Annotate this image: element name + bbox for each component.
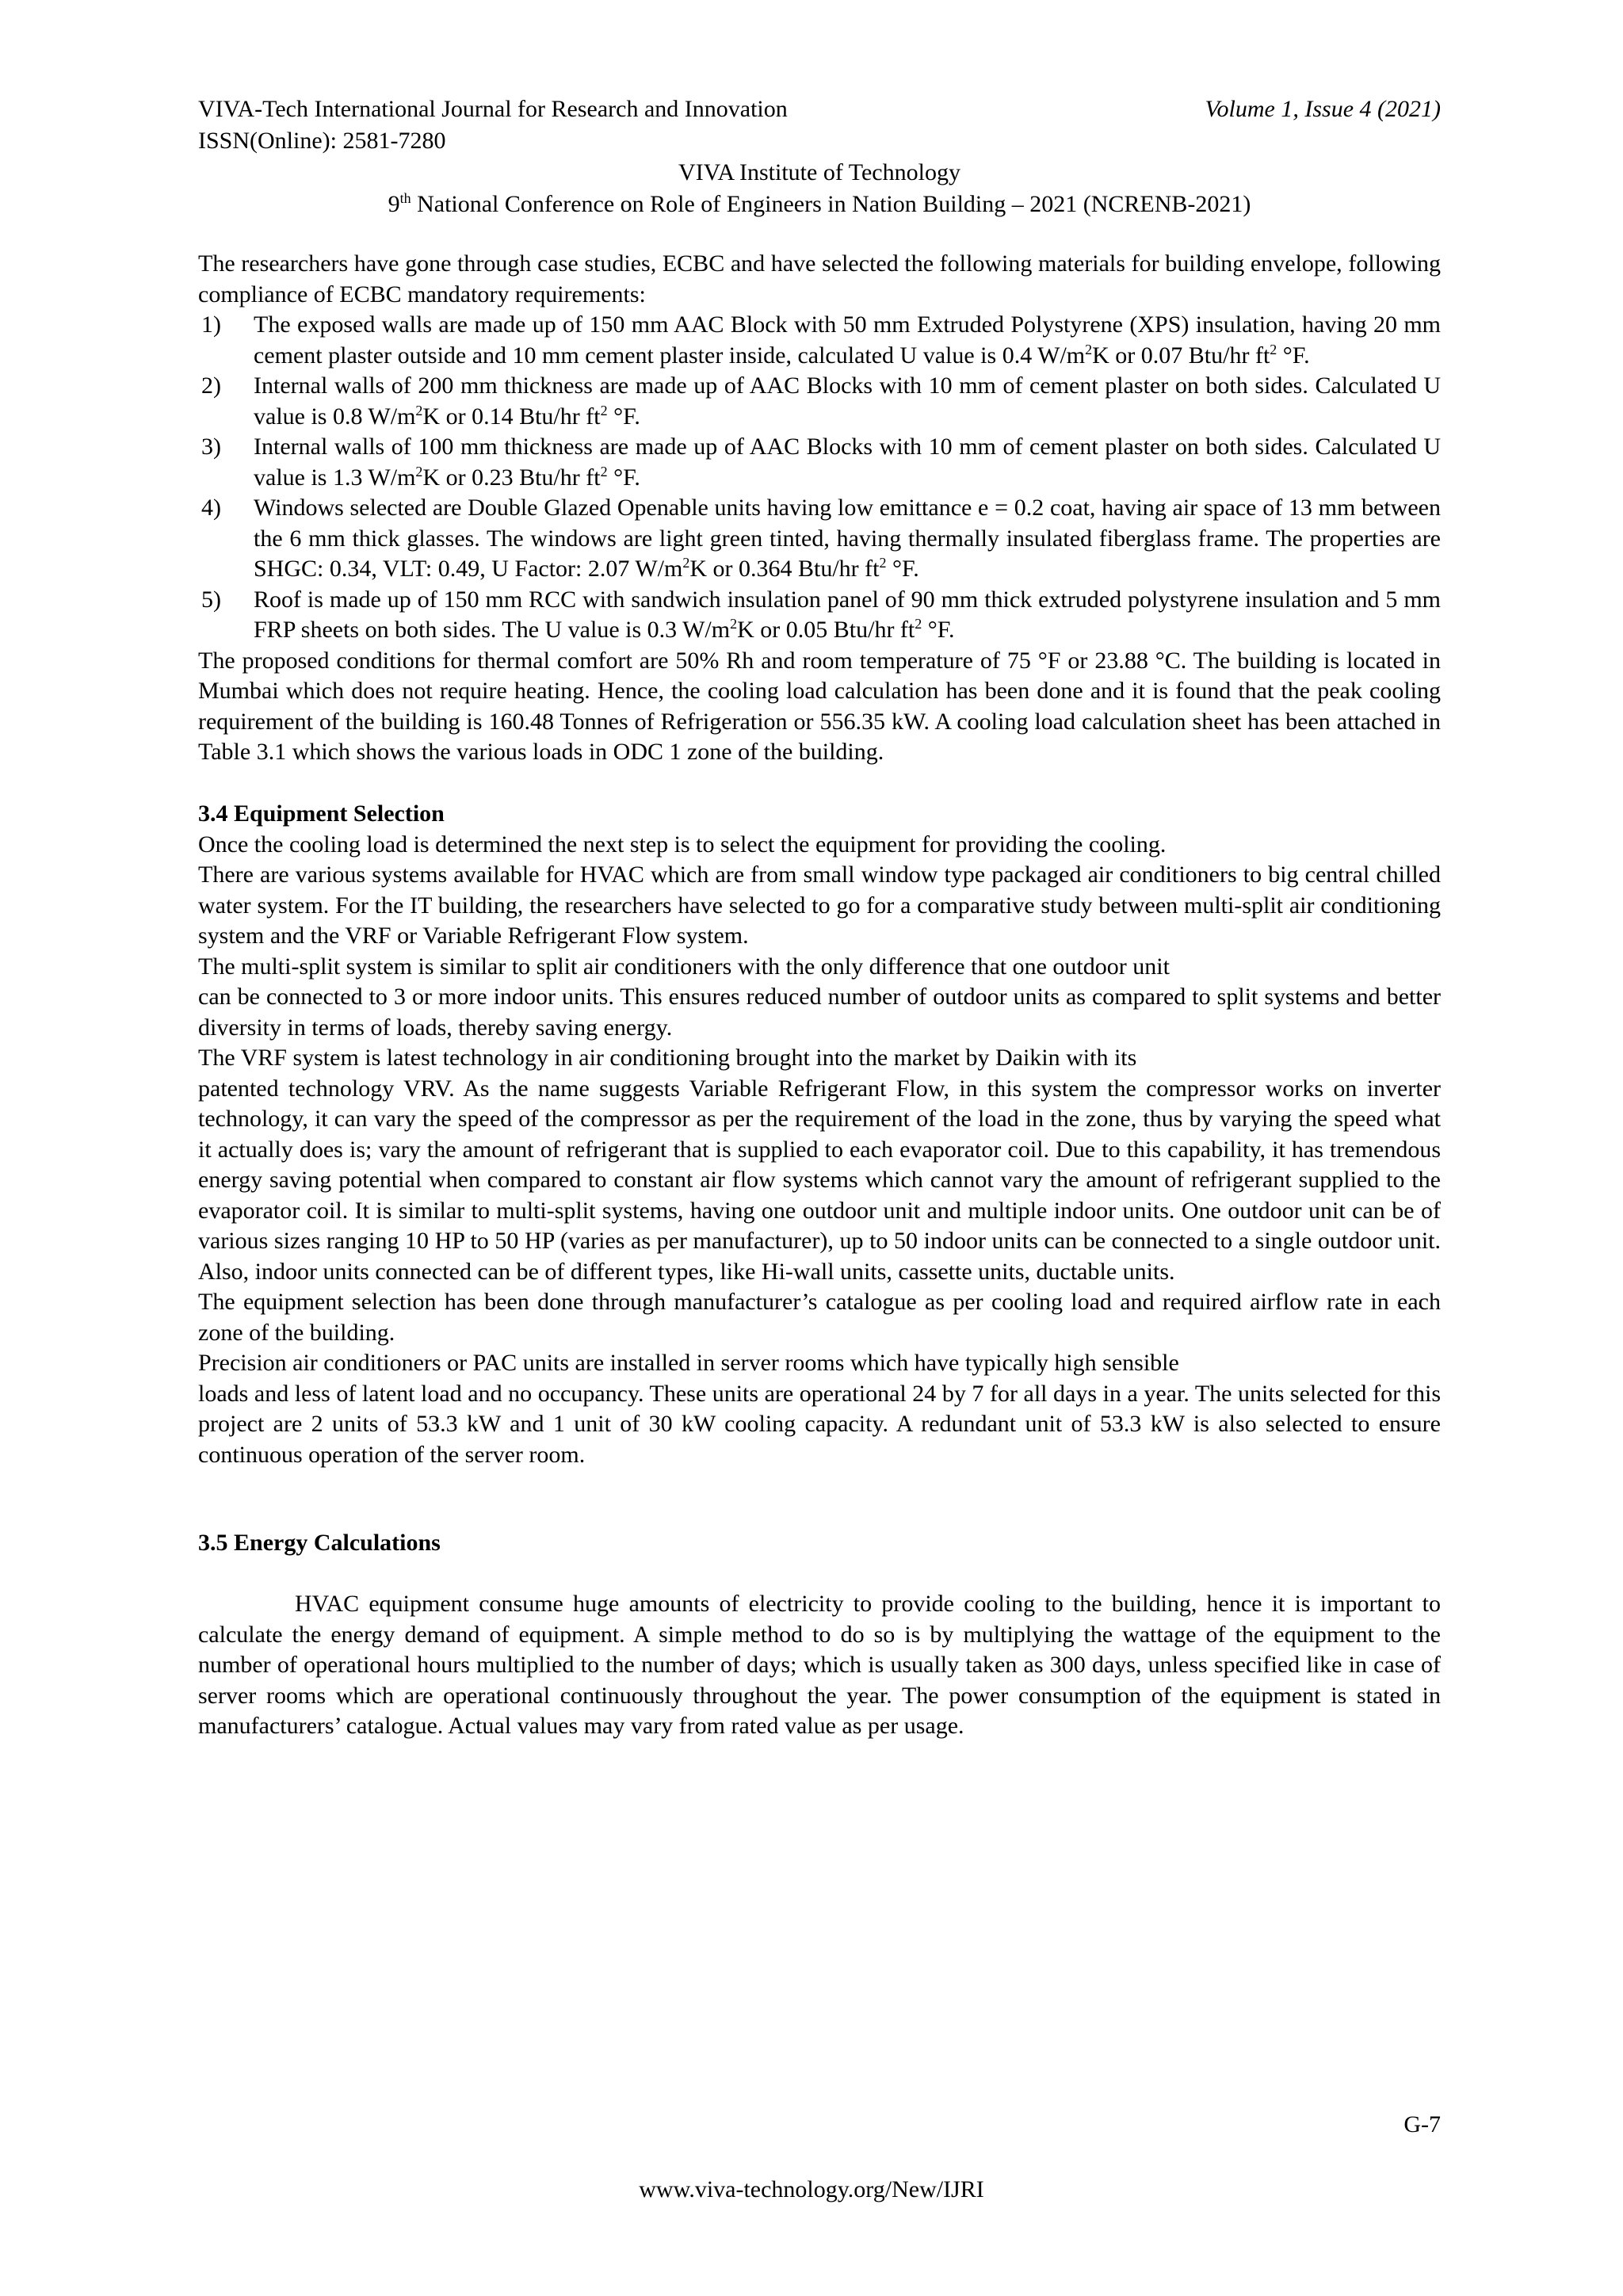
volume-issue: Volume 1, Issue 4 (2021)	[1205, 96, 1441, 122]
paragraph-line: Precision air conditioners or PAC units are installed in server rooms which have typically high sensible	[198, 1350, 1179, 1376]
page-number: G-7	[1403, 2111, 1441, 2137]
institute-name: VIVA Institute of Technology	[678, 159, 960, 185]
list-item: 4) Windows selected are Double Glazed Openable units having low emittance e = 0.2 coat, having air space of 13 mm between the 6 mm thick glasses. The windows are light green tinted, having thermally insulated fiberglass frame. The properties are SHGC: 0.34, VLT: 0.49, U Factor: 2.07 $W/m^2K$ or 0.364 Btu/hr $ft^2$ °F.	[201, 495, 1441, 582]
intro-paragraph: The researchers have gone through case studies, ECBC and have selected the following materials for building envelope, following compliance of ECBC mandatory requirements:	[198, 250, 1441, 308]
comfort-paragraph: The proposed conditions for thermal comfort are 50% Rh and room temperature of 75 °F or 23.88 °C. The building is located in Mumbai which does not require heating. Hence, the cooling load calculation has been done and it is found that the peak cooling requirement of the building is 160.48 Tonnes of Refrigeration or 556.35 kW. A cooling load calculation sheet has been attached in Table 3.1 which shows the various loads in ODC 1 zone of the building.	[198, 647, 1441, 765]
section-heading-3-4: 3.4 Equipment Selection	[198, 800, 445, 827]
list-item: 1) The exposed walls are made up of 150 mm AAC Block with 50 mm Extruded Polystyrene (XPS) insulation, having 20 mm cement plaster outside and 10 mm cement plaster inside, calculated U value is 0.4 $W/m^2K$ or 0.07 Btu/hr $ft^2$ °F.	[201, 311, 1441, 369]
paragraph: HVAC equipment consume huge amounts of electricity to provide cooling to the building, hence it is important to calculate the energy demand of equipment. A simple method to do so is by multiplying the wattage of the equipment to the number of operational hours multiplied to the number of days; which is usually taken as 300 days, unless specified like in case of server rooms which are operational continuously throughout the year. The power consumption of the equipment is stated in manufacturers’ catalogue. Actual values may vary from rated value as per usage.	[198, 1591, 1441, 1739]
paragraph: Once the cooling load is determined the next step is to select the equipment for providing the cooling.	[198, 831, 1167, 858]
paragraph: loads and less of latent load and no occupancy. These units are operational 24 by 7 for all days in a year. The units selected for this project are 2 units of 53.3 kW and 1 unit of 30 kW cooling capacity. A redundant unit of 53.3 kW is also selected to ensure continuous operation of the server room.	[198, 1380, 1441, 1468]
paragraph-line: The multi-split system is similar to split air conditioners with the only difference that one outdoor unit	[198, 953, 1170, 980]
paragraph: There are various systems available for HVAC which are from small window type packaged air conditioners to big central chilled water system. For the IT building, the researchers have selected to go for a comparative study between multi-split air conditioning system and the VRF or Variable Refrigerant Flow system.	[198, 861, 1441, 949]
paragraph: The equipment selection has been done through manufacturer’s catalogue as per cooling load and required airflow rate in each zone of the building.	[198, 1289, 1441, 1346]
journal-name: VIVA-Tech International Journal for Research and Innovation	[198, 96, 788, 122]
paragraph: can be connected to 3 or more indoor units. This ensures reduced number of outdoor units as compared to split systems and better diversity in terms of loads, thereby saving energy.	[198, 984, 1441, 1041]
body	[198, 249, 1441, 1742]
list-item: 5) Roof is made up of 150 mm RCC with sandwich insulation panel of 90 mm thick extruded polystyrene insulation and 5 mm FRP sheets on both sides. The U value is 0.3 $W/m^2K$ or 0.05 Btu/hr $ft^2$ °F.	[201, 586, 1441, 643]
conference-name: 9th National Conference on Role of Engineers in Nation Building – 2021 (NCRENB-2021)	[388, 190, 1251, 217]
paper-page	[198, 94, 1441, 1742]
section-heading-3-5: 3.5 Energy Calculations	[198, 1530, 441, 1556]
issn: ISSN(Online): 2581-7280	[198, 128, 446, 154]
running-header	[198, 94, 1441, 125]
list-item: 3) Internal walls of 100 mm thickness are made up of AAC Blocks with 10 mm of cement plaster on both sides. Calculated U value is 1.3 $W/m^2K$ or 0.23 Btu/hr $ft^2$ °F.	[201, 434, 1441, 491]
paragraph-line: The VRF system is latest technology in air conditioning brought into the market by Daikin with its	[198, 1045, 1137, 1071]
list-item: 2) Internal walls of 200 mm thickness are made up of AAC Blocks with 10 mm of cement plaster on both sides. Calculated U value is 0.8 $W/m^2K$ or 0.14 Btu/hr $ft^2$ °F.	[201, 372, 1441, 430]
footer-url: www.viva-technology.org/New/IJRI	[639, 2176, 984, 2202]
paragraph: patented technology VRV. As the name suggests Variable Refrigerant Flow, in this system the compressor works on inverter technology, it can vary the speed of the compressor as per the requirement of the load in the zone, thus by varying the speed what it actually does is; vary the amount of refrigerant that is supplied to each evaporator coil. Due to this capability, it has tremendous energy saving potential when compared to constant air flow systems which cannot vary the amount of refrigerant supplied to the evaporator coil. It is similar to multi-split systems, having one outdoor unit and multiple indoor units. One outdoor unit can be of various sizes ranging 10 HP to 50 HP (varies as per manufacturer), up to 50 indoor units can be connected to a single outdoor unit. Also, indoor units connected can be of different types, like Hi-wall units, cassette units, ductable units.	[198, 1075, 1441, 1285]
materials-list	[198, 310, 1441, 646]
